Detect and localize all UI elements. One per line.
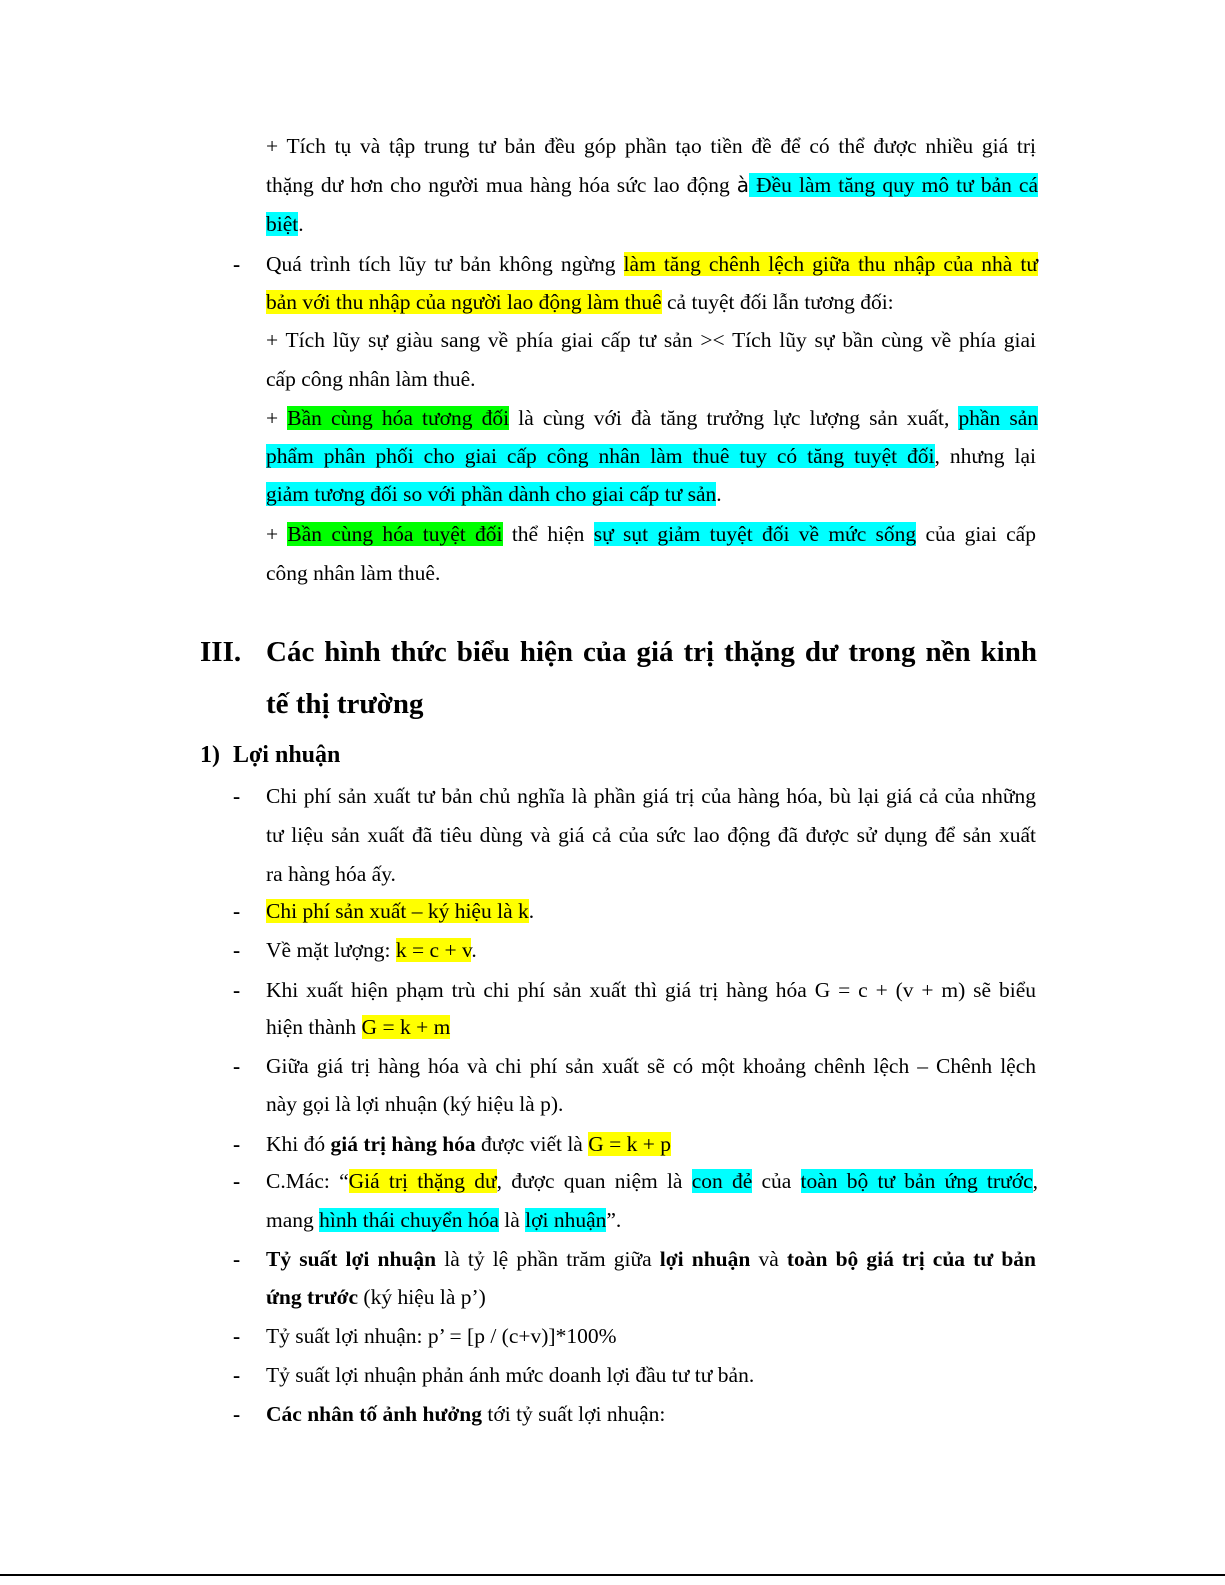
highlight-green: Bần cùng hóa tuyệt đối: [287, 522, 503, 546]
bullet-dash: -: [233, 1324, 241, 1348]
paragraph-line: biệt.: [266, 212, 304, 236]
bullet-dash: -: [233, 1402, 241, 1426]
bullet-dash: -: [233, 1363, 241, 1387]
highlight-cyan: hình thái chuyển hóa: [319, 1208, 499, 1232]
bullet-line: tư liệu sản xuất đã tiêu dùng và giá cả của sức lao động đã được sử dụng để sản xuất: [266, 823, 1036, 847]
heading-title: Các hình thức biểu hiện của giá trị thặng dư trong nền kinh: [266, 636, 1037, 668]
bullet-line: hiện thành G = k + m: [266, 1015, 451, 1039]
bullet-line: Tỷ suất lợi nhuận phản ánh mức doanh lợi đầu tư tư bản.: [266, 1363, 755, 1387]
bullet-dash: -: [233, 1132, 241, 1156]
bullet-dash: -: [233, 938, 241, 962]
paragraph-line: thặng dư hơn cho người mua hàng hóa sức lao động à Đều làm tăng quy mô tư bản cá: [266, 173, 1038, 197]
bullet-line: Về mặt lượng: k = c + v.: [266, 938, 477, 962]
paragraph-line: giảm tương đối so với phần dành cho giai cấp tư sản.: [266, 482, 722, 506]
paragraph-line: cấp công nhân làm thuê.: [266, 367, 476, 391]
bullet-line: C.Mác: “Giá trị thặng dư, được quan niệm là con đẻ của toàn bộ tư bản ứng trước,: [266, 1169, 1038, 1193]
bullet-line: Chi phí sản xuất – ký hiệu là k.: [266, 899, 535, 923]
highlight-cyan: phần sản: [958, 406, 1039, 430]
highlight-cyan: con đẻ: [691, 1169, 753, 1193]
bullet-line: ứng trước (ký hiệu là p’): [266, 1285, 486, 1309]
bullet-line: ra hàng hóa ấy.: [266, 862, 396, 886]
bullet-dash: -: [233, 784, 241, 808]
heading-number: III.: [200, 636, 242, 668]
highlight-yellow: Chi phí sản xuất – ký hiệu là k: [266, 899, 529, 923]
highlight-green: Bần cùng hóa tương đối: [287, 406, 510, 430]
paragraph-line: công nhân làm thuê.: [266, 561, 441, 585]
bullet-dash: -: [233, 899, 241, 923]
highlight-cyan: lợi nhuận: [525, 1208, 607, 1232]
bullet-line: Khi đó giá trị hàng hóa được viết là G = k + p: [266, 1132, 672, 1156]
highlight-cyan: sự sụt giảm tuyệt đối về mức sống: [593, 522, 917, 546]
paragraph-line: + Tích lũy sự giàu sang về phía giai cấp tư sản >< Tích lũy sự bần cùng về phía giai: [266, 328, 1036, 352]
highlight-yellow: bản với thu nhập của người lao động làm thuê: [266, 290, 662, 314]
highlight-cyan: biệt: [266, 212, 299, 236]
paragraph-line: + Bần cùng hóa tuyệt đối thể hiện sự sụt giảm tuyệt đối về mức sống của giai cấp: [266, 522, 1036, 546]
paragraph-line: Quá trình tích lũy tư bản không ngừng làm tăng chênh lệch giữa thu nhập của nhà tư: [266, 252, 1039, 276]
paragraph-line: bản với thu nhập của người lao động làm thuê cả tuyệt đối lẫn tương đối:: [266, 290, 894, 314]
bullet-line: Tỷ suất lợi nhuận là tỷ lệ phần trăm giữa lợi nhuận và toàn bộ giá trị của tư bản: [266, 1247, 1036, 1271]
bullet-line: này gọi là lợi nhuận (ký hiệu là p).: [266, 1092, 564, 1116]
bullet-line: mang hình thái chuyển hóa là lợi nhuận”.: [266, 1208, 622, 1232]
bullet-dash: -: [233, 1054, 241, 1078]
bullet-dash: -: [233, 1169, 241, 1193]
bullet-dash: -: [233, 1247, 241, 1271]
highlight-yellow: k = c + v: [395, 938, 472, 962]
bullet-line: Tỷ suất lợi nhuận: p’ = [p / (c+v)]*100%: [266, 1324, 617, 1348]
highlight-yellow: G = k + p: [588, 1132, 672, 1156]
highlight-cyan: Đều làm tăng quy mô tư bản cá: [749, 173, 1038, 197]
highlight-cyan: phẩm phân phối cho giai cấp công nhân làm thuê tuy có tăng tuyệt đối: [266, 444, 935, 468]
subheading-title: Lợi nhuận: [233, 742, 341, 768]
highlight-cyan: toàn bộ tư bản ứng trước: [800, 1169, 1033, 1193]
bullet-dash: -: [233, 252, 241, 276]
highlight-cyan: giảm tương đối so với phần dành cho giai cấp tư sản: [266, 482, 717, 506]
highlight-yellow: làm tăng chênh lệch giữa thu nhập của nhà tư: [623, 252, 1039, 276]
bullet-dash: -: [233, 978, 241, 1002]
bullet-line: Các nhân tố ảnh hưởng tới tỷ suất lợi nhuận:: [266, 1402, 666, 1426]
subheading-number: 1): [200, 742, 220, 768]
arrow-symbol: à: [736, 173, 750, 197]
page-bottom-rule: [0, 1574, 1225, 1576]
bullet-line: Khi xuất hiện phạm trù chi phí sản xuất thì giá trị hàng hóa G = c + (v + m) sẽ biểu: [266, 978, 1036, 1002]
highlight-yellow: Giá trị thặng dư: [348, 1169, 497, 1193]
highlight-yellow: G = k + m: [361, 1015, 451, 1039]
paragraph-line: phẩm phân phối cho giai cấp công nhân làm thuê tuy có tăng tuyệt đối, nhưng lại: [266, 444, 1036, 468]
heading-title: tế thị trường: [266, 688, 424, 720]
bullet-line: Giữa giá trị hàng hóa và chi phí sản xuất sẽ có một khoảng chênh lệch – Chênh lệch: [266, 1054, 1036, 1078]
paragraph-line: + Bần cùng hóa tương đối là cùng với đà tăng trưởng lực lượng sản xuất, phần sản: [266, 406, 1039, 430]
bullet-line: Chi phí sản xuất tư bản chủ nghĩa là phần giá trị của hàng hóa, bù lại giá cả của những: [266, 784, 1036, 808]
paragraph-line: + Tích tụ và tập trung tư bản đều góp phần tạo tiền đề để có thể được nhiều giá trị: [266, 134, 1036, 158]
